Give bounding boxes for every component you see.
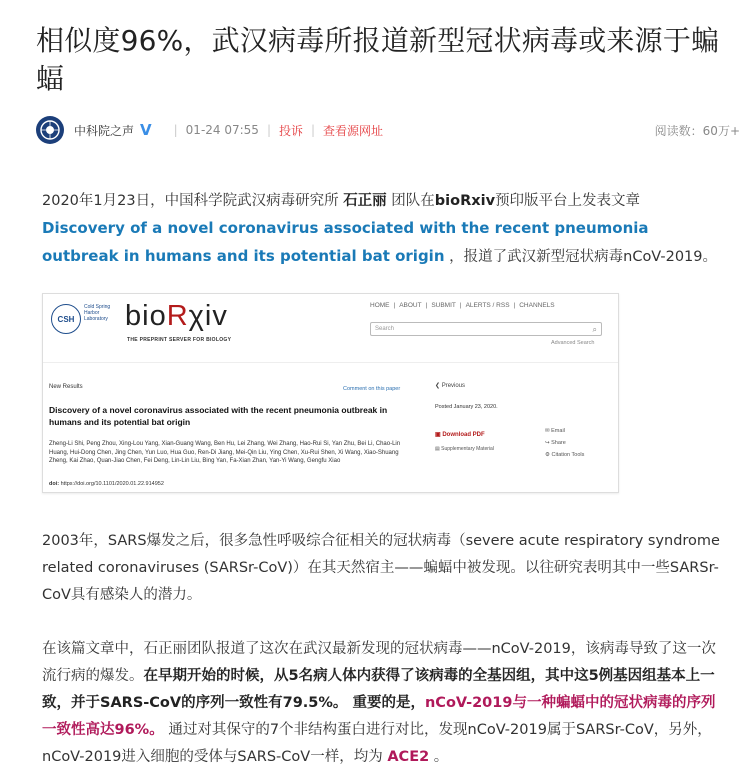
findings-highlight: nCoV-2019与一种蝙蝠中的冠状病毒的序列一致性高达96%。 — [42, 695, 716, 738]
email-icon: ✉ — [545, 428, 552, 434]
doi-label: doi: — [49, 481, 60, 487]
brand-part: R — [166, 300, 189, 332]
citation-tool — [545, 449, 584, 461]
article-title: 相似度96%，武汉病毒所报道新型冠状病毒或来源于蝙蝠 — [36, 24, 720, 95]
paragraph-findings — [42, 636, 722, 771]
article-meta — [36, 115, 740, 145]
intro-text: 2020年1月23日，中国科学院武汉病毒研究所 — [42, 193, 344, 209]
divider: | — [266, 123, 271, 137]
gear-icon: ⚙ — [545, 452, 552, 458]
csh-logo-icon: CSH — [51, 304, 81, 334]
download-pdf — [435, 431, 485, 438]
intro-tail: ，报道了武汉新型冠状病毒nCoV-2019。 — [444, 249, 718, 265]
findings-important: 重要的是， — [347, 695, 425, 711]
view-source-link[interactable]: 查看源网址 — [323, 123, 384, 138]
findings-end: 。 — [429, 749, 449, 765]
paper-title-link[interactable]: Discovery of a novel coronavirus associated with the recent pneumonia outbreak in humans and its potential bat origin — [42, 219, 649, 265]
advanced-search: Advanced Search — [551, 340, 595, 346]
site-search-box — [370, 322, 602, 336]
receptor-ace2: ACE2 — [387, 749, 430, 765]
nav-alerts: ALERTS / RSS — [465, 302, 510, 309]
previous-icon: ❮ — [435, 383, 442, 389]
researcher-name: 石正丽 — [343, 193, 387, 209]
previous-link — [435, 382, 465, 389]
pdf-icon: ▣ — [435, 432, 443, 438]
nav-sep: | — [425, 302, 428, 309]
nav-channels: CHANNELS — [519, 302, 555, 309]
author-list: Zheng-Li Shi, Peng Zhou, Xing-Lou Yang, Xian-Guang Wang, Ben Hu, Lei Zhang, Wei Zhang, Hao-Rui Si, Yan Zhu, Bei Li, Chao-Lin Huang, Hui-Dong Chen, Jing Chen, Yun Luo, Hua Guo, Ren-Di Jiang, Mei-Qin Liu, Ying Chen, Xu-Rui Shen, Xi Wang, Xiao-Shuang Zheng, Kai Zhao, Quan-Jiao Chen, Fei Deng, Lin-Lin Liu, Bing Yan, Fa-Xian Zhan, Yan-Yi Wang, Gengfu Xiao — [49, 441, 401, 464]
platform-name: bioRxiv — [434, 193, 496, 209]
article-tools — [545, 425, 584, 461]
supplementary-material — [435, 446, 494, 452]
brand-part: bio — [125, 300, 167, 332]
download-text: Download PDF — [442, 432, 485, 438]
publish-time: 01-24 07:55 — [185, 123, 259, 137]
email-text: Email — [551, 428, 565, 434]
site-nav — [370, 302, 559, 309]
doi — [49, 481, 164, 487]
author-avatar[interactable] — [36, 116, 64, 144]
nav-submit: SUBMIT — [431, 302, 456, 309]
biorxiv-screenshot — [42, 293, 619, 493]
nav-home: HOME — [370, 302, 390, 309]
nav-sep: | — [513, 302, 516, 309]
brand-tagline: THE PREPRINT SERVER FOR BIOLOGY — [127, 337, 232, 343]
comment-link: Comment on this paper — [343, 386, 401, 392]
email-tool — [545, 425, 584, 437]
divider — [43, 362, 618, 363]
citation-text: Citation Tools — [551, 452, 585, 458]
author-name[interactable]: 中科院之声 — [74, 123, 135, 138]
paragraph-sars: 2003年，SARS爆发之后，很多急性呼吸综合征相关的冠状病毒（severe acute respiratory syndrome related coronaviruses (SARSr-CoV)）在其天然宿主——蝙蝠中被发现。以往研究表明其中一些SARSr-CoV具有感染人的潜力。 — [42, 533, 720, 603]
findings-text: 通过对其保守的7个非结构蛋白进行对比，发现nCoV-2019属于SARSr-CoV，另外，nCoV-2019进入细胞的受体与SARS-CoV一样，均为 — [42, 722, 712, 765]
divider: | — [173, 123, 178, 137]
verified-icon: V — [140, 121, 152, 139]
paper-title: Discovery of a novel coronavirus associated with the recent pneumonia outbreak in humans and its potential bat origin — [49, 405, 388, 427]
search-icon: ⌕ — [592, 325, 597, 334]
nav-about: ABOUT — [399, 302, 422, 309]
share-icon: ↪ — [545, 440, 552, 446]
previous-text: Previous — [441, 383, 466, 389]
share-text: Share — [551, 440, 566, 446]
search-placeholder: Search — [375, 326, 395, 332]
nav-sep: | — [393, 302, 396, 309]
divider: | — [311, 123, 316, 137]
csh-text: Cold Spring Harbor Laboratory — [84, 304, 111, 322]
nav-sep: | — [459, 302, 462, 309]
intro-mid: 团队在 — [386, 193, 435, 209]
complain-link[interactable]: 投诉 — [278, 123, 303, 138]
share-tool — [545, 437, 584, 449]
doi-value: https://doi.org/10.1101/2020.01.22.914952 — [60, 481, 164, 487]
read-count: 阅读数：60万+ — [654, 123, 740, 138]
biorxiv-logo — [125, 300, 228, 333]
new-results-label: New Results — [49, 384, 83, 390]
doc-icon: ▤ — [435, 446, 442, 452]
posted-date: Posted January 23, 2020. — [435, 404, 498, 410]
intro-after: 预印版平台上发表文章 — [495, 193, 641, 209]
findings-text: 在该篇文章中，石正丽团队报道了这次在武汉最新发现的冠状病毒——nCoV-2019，该病毒导致了这一次流行病的爆发。 — [42, 641, 716, 684]
paragraph-intro — [42, 188, 722, 271]
supplementary-text: Supplementary Material — [441, 446, 494, 452]
findings-bold: 在早期开始的时候，从5名病人体内获得了该病毒的全基因组，其中这5例基因组基本上一致，并于SARS-CoV的序列一致性有79.5%。 — [42, 668, 715, 711]
brand-part: χiv — [188, 300, 228, 332]
